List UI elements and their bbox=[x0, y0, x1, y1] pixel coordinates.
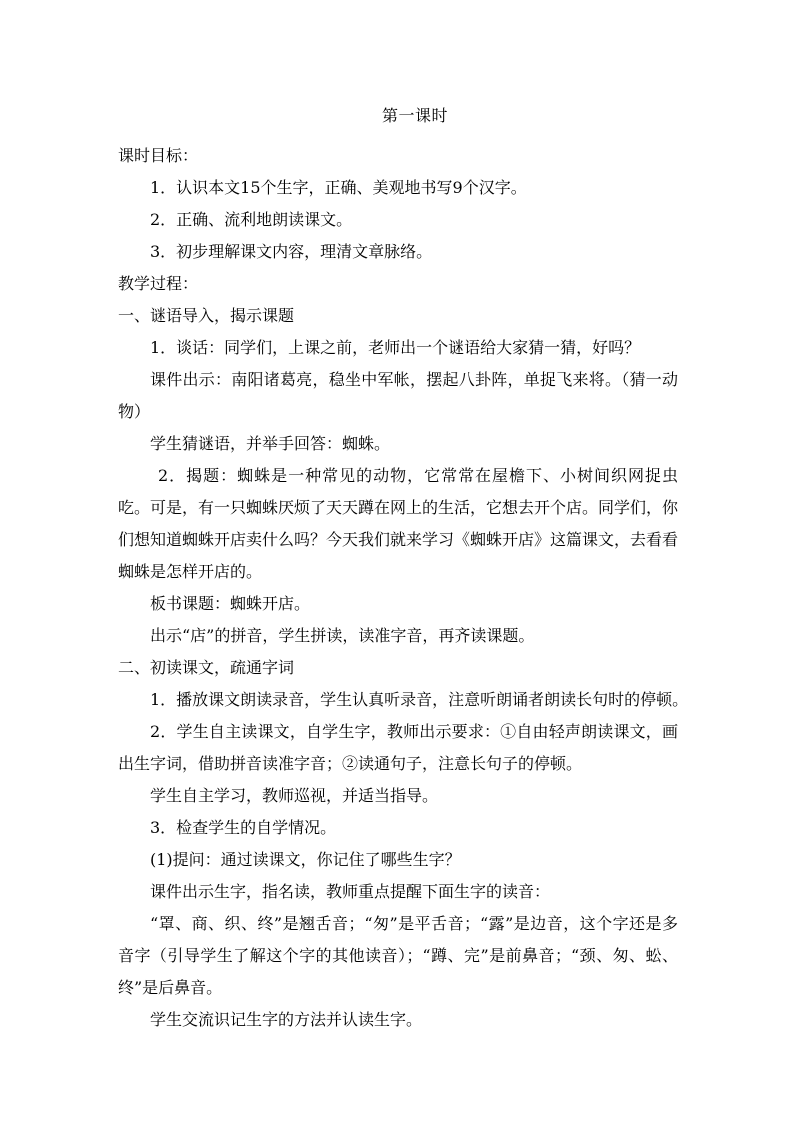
section-1-paragraph-3: 学生猜谜语，并举手回答：蜘蛛。 bbox=[150, 434, 391, 453]
objective-item-2: 2．正确、流利地朗读课文。 bbox=[150, 210, 353, 229]
objective-item-1: 1．认识本文15个生字，正确、美观地书写9个汉字。 bbox=[150, 178, 527, 197]
section-1-heading: 一、谜语导入，揭示课题 bbox=[118, 306, 295, 325]
section-2-paragraph-6: 课件出示生字，指名读，教师重点提醒下面生字的读音： bbox=[150, 882, 551, 901]
section-2-paragraph-7: “罩、商、织、终”是翘舌音；“匆”是平舌音；“露”是边音，这个字还是多音字（引导学生了解这个字的其他读音）；“蹲、完”是前鼻音；“颈、匆、蚣、终”是后鼻音。 bbox=[118, 914, 678, 997]
section-2-paragraph-1: 1．播放课文朗读录音，学生认真听录音，注意听朗诵者朗读长句时的停顿。 bbox=[150, 690, 689, 709]
objective-item-3: 3．初步理解课文内容，理清文章脉络。 bbox=[150, 242, 433, 261]
section-2-paragraph-5: (1)提问：通过读课文，你记住了哪些生字？ bbox=[150, 850, 461, 869]
section-2-paragraph-3: 学生自主学习，教师巡视，并适当指导。 bbox=[150, 786, 439, 805]
section-1-paragraph-1: 1．谈话：同学们，上课之前，老师出一个谜语给大家猜一猜，好吗？ bbox=[150, 338, 641, 357]
section-2-paragraph-4: 3．检查学生的自学情况。 bbox=[150, 818, 337, 837]
section-2-paragraph-2: 2．学生自主读课文，自学生字，教师出示要求：①自由轻声朗读课文，画出生字词，借助拼音读准字音；②读通句子，注意长句子的停顿。 bbox=[118, 722, 678, 773]
page-title: 第一课时 bbox=[381, 106, 448, 125]
section-2-paragraph-8: 学生交流识记生字的方法并认读生字。 bbox=[150, 1010, 423, 1029]
section-1-paragraph-5: 板书课题：蜘蛛开店。 bbox=[150, 594, 311, 613]
objectives-heading: 课时目标： bbox=[118, 146, 199, 165]
section-2-heading: 二、初读课文，疏通字词 bbox=[118, 658, 295, 677]
section-1-paragraph-4: 2．揭题：蜘蛛是一种常见的动物，它常常在屋檐下、小树间织网捉虫吃。可是，有一只蜘蛛厌烦了天天蹲在网上的生活，它想去开个店。同学们，你们想知道蜘蛛开店卖什么吗？今天我们就来学习《蜘蛛开店》这篇课文，去看看蜘蛛是怎样开店的。 bbox=[118, 466, 679, 581]
process-heading: 教学过程： bbox=[118, 274, 199, 293]
section-1-paragraph-6: 出示“店”的拼音，学生拼读，读准字音，再齐读课题。 bbox=[150, 626, 535, 645]
section-1-paragraph-2: 课件出示：南阳诸葛亮，稳坐中军帐，摆起八卦阵，单捉飞来将。（猜一动物） bbox=[118, 370, 678, 421]
